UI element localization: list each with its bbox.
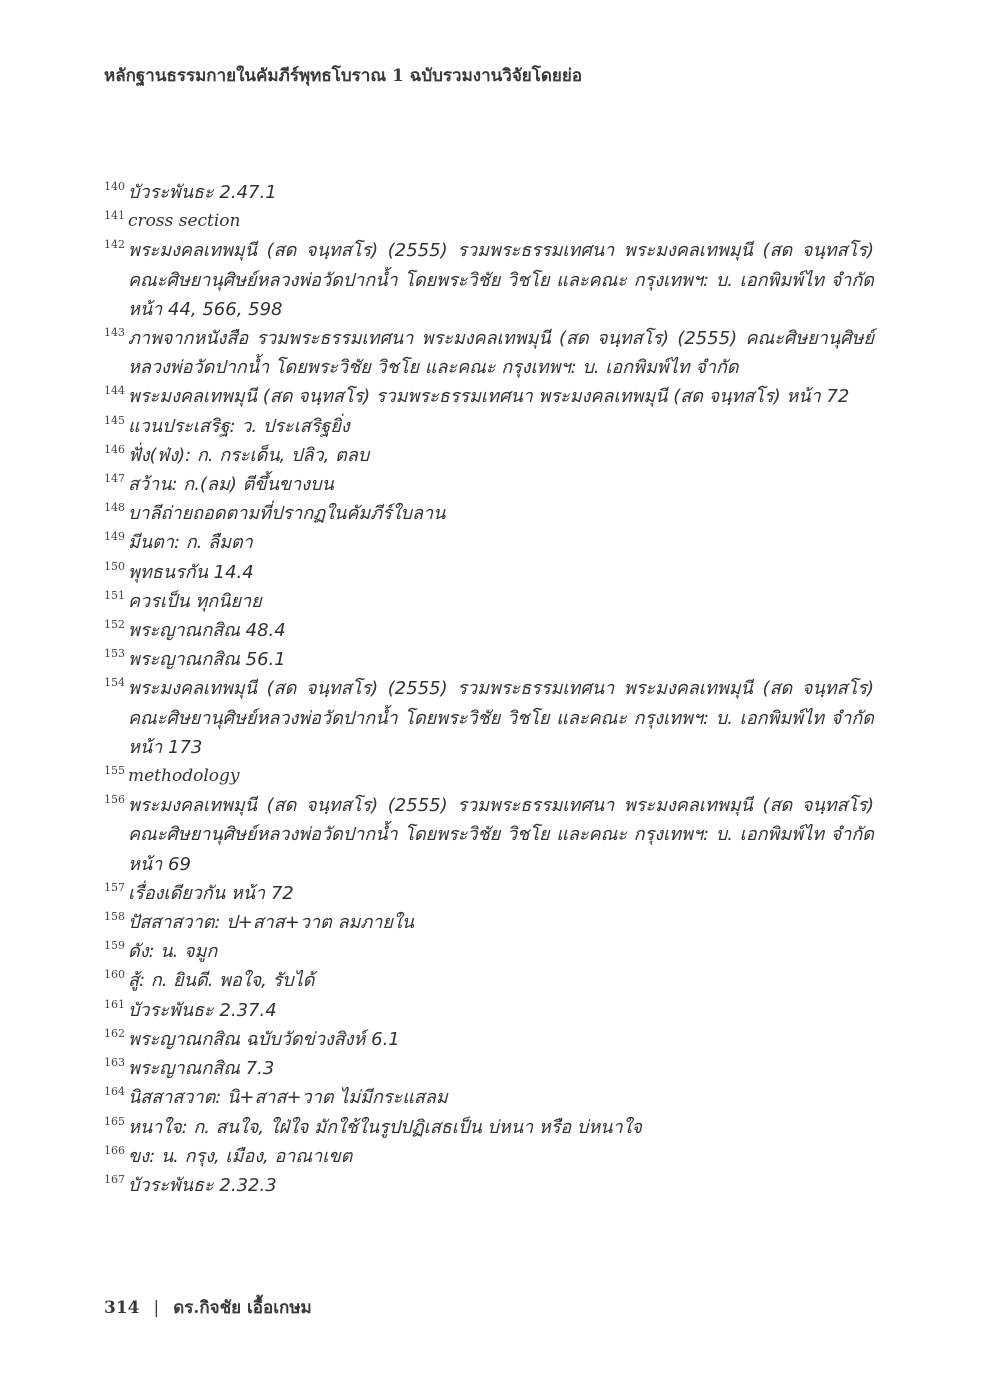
- footnote-text: พระมงคลเทพมุนี (สด จนฺทสโร) (2555) รวมพระธรรมเทศนา พระมงคลเทพมุนี (สด จนฺทสโร) คณะศิษยานุศิษย์หลวงพ่อวัดปากน้ำ โดยพระวิชัย วิชโย และคณะ กรุงเทพฯ: บ. เอกพิมพ์ไท จำกัด หน้า 44, 566, 598: [128, 240, 874, 320]
- footnote-number: 150: [104, 559, 125, 573]
- footnote-text: พุทธนรกัน 14.4: [128, 561, 254, 583]
- footnote-number: 155: [104, 764, 125, 778]
- footnote-text: พระญาณกสิณ 7.3: [128, 1058, 275, 1080]
- footnote-text: cross section: [128, 211, 241, 232]
- footnote-text: สว้าน: ก.(ลม) ตีขึ้นขางบน: [128, 474, 334, 496]
- footnote-number: 167: [104, 1172, 125, 1186]
- footnote-number: 145: [104, 413, 125, 427]
- footnote-item: [104, 558, 874, 587]
- footnote-number: 154: [104, 676, 125, 690]
- footnote-text: ดัง: น. จมูก: [128, 941, 218, 963]
- footnote-number: 148: [104, 501, 125, 515]
- footnote-item: [104, 499, 874, 528]
- footnote-number: 156: [104, 793, 125, 807]
- footnote-number: 159: [104, 939, 125, 953]
- footnote-item: [104, 207, 874, 236]
- footnote-text: ขง: น. กรุง, เมือง, อาณาเขต: [128, 1145, 353, 1167]
- footnote-number: 143: [104, 326, 125, 340]
- footnote-text: พระญาณกสิณ 48.4: [128, 620, 286, 642]
- footnote-number: 144: [104, 384, 125, 398]
- footnote-item: [104, 412, 874, 441]
- footnote-number: 149: [104, 530, 125, 544]
- footnote-number: 158: [104, 910, 125, 924]
- footnote-item: [104, 441, 874, 470]
- footnote-number: 142: [104, 238, 125, 252]
- footnote-text: บัวระพันธะ 2.47.1: [128, 182, 277, 203]
- footnote-item: [104, 587, 874, 616]
- footnote-text: ฟั่ง(ฟ่ง): ก. กระเด็น, ปลิว, ตลบ: [128, 444, 370, 466]
- footnote-item: [104, 674, 874, 762]
- footnote-item: [104, 762, 874, 791]
- footnote-number: 161: [104, 997, 125, 1011]
- footnote-text: มีนตา: ก. ลืมตา: [128, 532, 253, 554]
- footnote-text: บัวระพันธะ 2.37.4: [128, 999, 277, 1021]
- footnote-text: หนาใจ: ก. สนใจ, ใฝ่ใจ มักใช้ในรูปปฏิเสธเป็น บ่หนา หรือ บ่หนาใจ: [128, 1116, 642, 1138]
- page-footer: [104, 1294, 312, 1321]
- footnote-number: 160: [104, 968, 125, 982]
- footnote-item: [104, 1025, 874, 1054]
- footnote-text: พระญาณกสิณ 56.1: [128, 649, 286, 671]
- running-header: หลักฐานธรรมกายในคัมภีร์พุทธโบราณ 1 ฉบับรวมงานวิจัยโดยย่อ: [104, 66, 583, 86]
- footnote-item: [104, 1083, 874, 1112]
- footnote-number: 163: [104, 1056, 125, 1070]
- footnote-item: [104, 616, 874, 645]
- footnote-number: 153: [104, 647, 125, 661]
- footnote-number: 162: [104, 1026, 125, 1040]
- footnote-item: [104, 1054, 874, 1083]
- footnote-text: ควรเป็น ทุกนิยาย: [128, 590, 262, 612]
- footnote-item: [104, 1113, 874, 1142]
- footnote-text: บาลีถ่ายถอดตามที่ปรากฏในคัมภีร์ใบลาน: [128, 503, 446, 525]
- footnote-item: [104, 178, 874, 207]
- footnote-text: สู้: ก. ยินดี. พอใจ, รับได้: [128, 970, 315, 992]
- footnote-number: 165: [104, 1114, 125, 1128]
- footnote-item: [104, 966, 874, 995]
- footnote-item: [104, 791, 874, 879]
- footnote-item: [104, 1171, 874, 1200]
- footnote-item: [104, 996, 874, 1025]
- footnote-item: [104, 1142, 874, 1171]
- author-name: ดร.กิจชัย เอื้อเกษม: [173, 1298, 312, 1318]
- footnote-text: เรื่องเดียวกัน หน้า 72: [128, 882, 294, 904]
- footnote-item: [104, 382, 874, 411]
- footnote-item: [104, 324, 874, 382]
- footnote-item: [104, 937, 874, 966]
- footnote-text: พระญาณกสิณ ฉบับวัดข่วงสิงห์ 6.1: [128, 1028, 400, 1050]
- footnote-list: [104, 178, 874, 1200]
- footnote-text: ปัสสาสวาต: ป+สาส+วาต ลมภายใน: [128, 912, 414, 934]
- footnote-text: ภาพจากหนังสือ รวมพระธรรมเทศนา พระมงคลเทพมุนี (สด จนฺทสโร) (2555) คณะศิษยานุศิษย์หลวงพ่อวัดปากน้ำ โดยพระวิชัย วิชโย และคณะ กรุงเทพฯ: บ. เอกพิมพ์ไท จำกัด: [128, 328, 874, 379]
- footnote-number: 157: [104, 880, 125, 894]
- footnote-item: [104, 236, 874, 324]
- footnote-number: 140: [104, 180, 125, 193]
- footnote-number: 152: [104, 618, 125, 632]
- footnote-item: [104, 470, 874, 499]
- footnote-item: [104, 879, 874, 908]
- footnote-text: นิสสาสวาต: นิ+สาส+วาต ไม่มีกระแสลม: [128, 1087, 448, 1109]
- footnote-number: 147: [104, 472, 125, 486]
- footnote-text: พระมงคลเทพมุนี (สด จนฺทสโร) (2555) รวมพระธรรมเทศนา พระมงคลเทพมุนี (สด จนฺทสโร) คณะศิษยานุศิษย์หลวงพ่อวัดปากน้ำ โดยพระวิชัย วิชโย และคณะ กรุงเทพฯ: บ. เอกพิมพ์ไท จำกัด หน้า 69: [128, 795, 874, 875]
- footer-separator: |: [153, 1298, 160, 1318]
- footnote-text: แวนประเสริฐ: ว. ประเสริฐยิ่ง: [128, 415, 350, 437]
- footnote-item: [104, 645, 874, 674]
- footnote-text: พระมงคลเทพมุนี (สด จนฺทสโร) (2555) รวมพระธรรมเทศนา พระมงคลเทพมุนี (สด จนฺทสโร) คณะศิษยานุศิษย์หลวงพ่อวัดปากน้ำ โดยพระวิชัย วิชโย และคณะ กรุงเทพฯ: บ. เอกพิมพ์ไท จำกัด หน้า 173: [128, 678, 874, 758]
- footnote-text: methodology: [128, 766, 240, 787]
- footnote-number: 141: [104, 209, 125, 223]
- footnote-text: บัวระพันธะ 2.32.3: [128, 1174, 277, 1196]
- footnote-number: 164: [104, 1085, 125, 1099]
- footnote-number: 151: [104, 588, 125, 602]
- footnote-item: [104, 908, 874, 937]
- page-number: 314: [104, 1298, 140, 1318]
- footnote-number: 146: [104, 442, 125, 456]
- footnote-text: พระมงคลเทพมุนี (สด จนฺทสโร) รวมพระธรรมเทศนา พระมงคลเทพมุนี (สด จนฺทสโร) หน้า 72: [128, 386, 850, 408]
- footnote-number: 166: [104, 1143, 125, 1157]
- footnote-item: [104, 528, 874, 557]
